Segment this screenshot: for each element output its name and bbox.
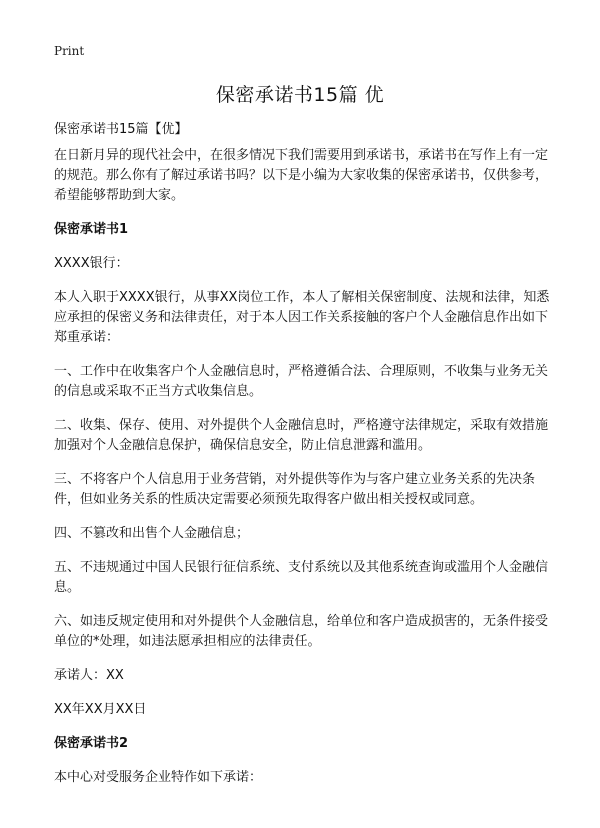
section-2-heading: 保密承诺书2 bbox=[54, 736, 129, 751]
section-1-addressee: XXXX银行： bbox=[54, 256, 129, 271]
document-subtitle: 保密承诺书15篇【优】 bbox=[54, 122, 188, 137]
section-1-item: 一、工作中在收集客户个人金融信息时，严格遵循合法、合理原则，不收集与业务无关的信息或采取不正当方式收集信息。 bbox=[54, 364, 549, 399]
page-title: 保密承诺书15篇 优 bbox=[215, 84, 385, 106]
document-body bbox=[54, 120, 550, 802]
section-1-item: 五、不违规通过中国人民银行征信系统、支付系统以及其他系统查询或滥用个人金融信息。 bbox=[54, 560, 549, 595]
section-2-body: 本中心对受服务企业特作如下承诺： bbox=[54, 770, 263, 785]
print-label: Print bbox=[54, 44, 85, 58]
section-1-item: 二、收集、保存、使用、对外提供个人金融信息时，严格遵守法律规定，采取有效措施加强对个人金融信息保护，确保信息安全，防止信息泄露和滥用。 bbox=[54, 418, 549, 453]
section-1-item: 三、不将客户个人信息用于业务营销，对外提供等作为与客户建立业务关系的先决条件，但如业务关系的性质决定需要必须预先取得客户做出相关授权或同意。 bbox=[54, 472, 536, 507]
intro-paragraph: 在日新月异的现代社会中，在很多情况下我们需要用到承诺书，承诺书在写作上有一定的规范。那么你有了解过承诺书吗？以下是小编为大家收集的保密承诺书，仅供参考，希望能够帮助到大家。 bbox=[54, 148, 549, 203]
section-1-body: 本人入职于XXXX银行，从事XX岗位工作，本人了解相关保密制度、法规和法律，知悉应承担的保密义务和法律责任，对于本人因工作关系接触的客户个人金融信息作出如下郑重承诺： bbox=[54, 290, 550, 345]
section-1-item: 四、不篡改和出售个人金融信息； bbox=[54, 526, 250, 541]
section-1-date: XX年XX月XX日 bbox=[54, 702, 147, 717]
section-1-signer: 承诺人：XX bbox=[54, 668, 124, 683]
section-1-item: 六、如违反规定使用和对外提供个人金融信息，给单位和客户造成损害的，无条件接受单位的*处理，如违法愿承担相应的法律责任。 bbox=[54, 614, 549, 649]
section-1-heading: 保密承诺书1 bbox=[54, 222, 129, 237]
